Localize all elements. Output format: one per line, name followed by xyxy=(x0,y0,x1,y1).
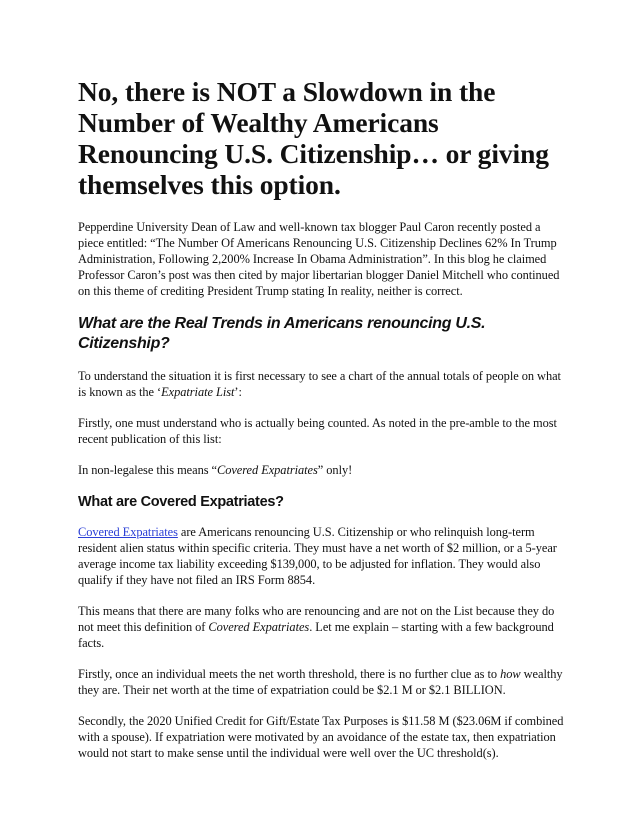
document-page xyxy=(78,76,568,776)
paragraph-unified-credit: Secondly, the 2020 Unified Credit for Gift/Estate Tax Purposes is $11.58 M ($23.06M if combined with a spouse). If expatriation were motivated by an avoidance of the estate tax, then expatriation would not start to make sense until the individual were well over the UC threshold(s). xyxy=(78,714,564,760)
text: To understand the situation it is first necessary to see a chart of the annual totals of people on what is known as the ‘ xyxy=(78,369,561,399)
emphasis-covered-expatriates: Covered Expatriates xyxy=(216,463,318,477)
paragraph-non-legalese xyxy=(78,462,568,478)
text: . Let me explain – starting with a few background facts. xyxy=(78,620,554,650)
text: ” only! xyxy=(317,463,353,477)
text: ’: xyxy=(234,385,242,399)
paragraph-not-on-list xyxy=(78,603,568,651)
text: are Americans renouncing U.S. Citizenship or who relinquish long-term resident alien status within specific criteria. They must have a net worth of $2 million, or a 5-year average income tax liability exceeding $139,000, to be adjusted for inflation. They would also qualify if they have not filed an IRS Form 8854. xyxy=(78,525,557,587)
paragraph-net-worth xyxy=(78,666,568,698)
emphasis-how: how xyxy=(500,667,521,681)
section-heading-real-trends: What are the Real Trends in Americans renouncing U.S. Citizenship? xyxy=(78,315,486,352)
paragraph-expatriate-list xyxy=(78,368,568,400)
section-heading-covered-expatriates: What are Covered Expatriates? xyxy=(78,494,284,510)
paragraph-definition xyxy=(78,524,568,588)
emphasis-expatriate-list: Expatriate List xyxy=(161,385,235,399)
covered-expatriates-link[interactable]: Covered Expatriates xyxy=(78,525,178,539)
paragraph-who-counted: Firstly, one must understand who is actually being counted. As noted in the pre-amble to the most recent publication of this list: xyxy=(78,416,557,446)
text: wealthy they are. Their net worth at the time of expatriation could be $2.1 M or $2.1 BILLION. xyxy=(78,667,563,697)
intro-paragraph: Pepperdine University Dean of Law and well-known tax blogger Paul Caron recently posted a piece entitled: “The Number Of Americans Renouncing U.S. Citizenship Declines 62% In Trump Administration, Following 2,200% Increase In Obama Administration”. In this blog he claimed Professor Caron’s post was then cited by major libertarian blogger Daniel Mitchell who continued on this theme of crediting President Trump stating In reality, neither is correct. xyxy=(78,220,560,298)
text: This means that there are many folks who are renouncing and are not on the List because they do not meet this definition of xyxy=(78,604,555,634)
text: In non-legalese this means “ xyxy=(78,463,217,477)
text: Firstly, once an individual meets the net worth threshold, there is no further clue as to xyxy=(78,667,501,681)
page-title: No, there is NOT a Slowdown in the Number of Wealthy Americans Renouncing U.S. Citizenship… or giving themselves this option. xyxy=(78,76,549,200)
emphasis-covered-expatriates-2: Covered Expatriates xyxy=(208,620,310,634)
